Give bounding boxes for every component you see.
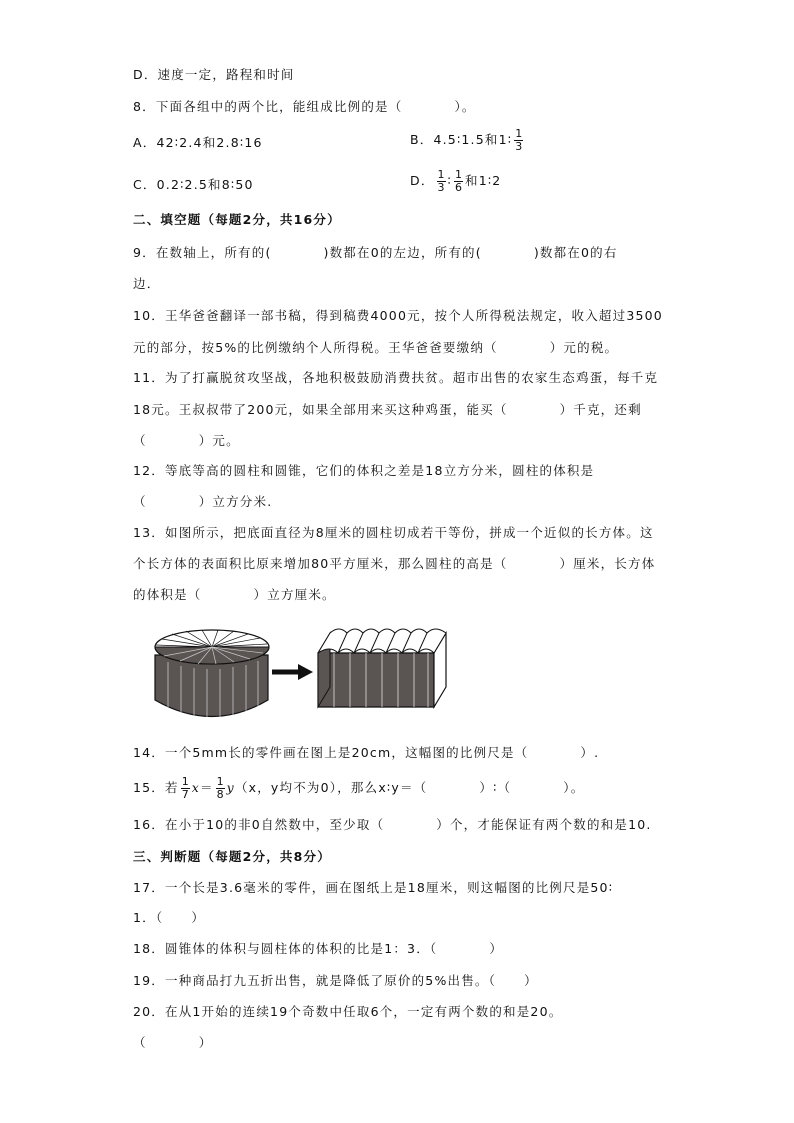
q13-line1: 13．如图所示，把底面直径为8厘米的圆柱切成若干等份，拼成一个近似的长方体。这 [133,525,654,540]
fraction-one-seventh: $\frac{1}{7}$ [181,775,189,801]
cuboid-top-scallops [318,629,446,653]
fraction-one-third: $\frac{1}{3}$ [515,127,523,153]
q8-option-b-text: B．4.5∶1.5和1∶ [410,132,513,147]
cylinder-to-cuboid-figure [150,615,460,725]
q11-line2: 18元。王叔叔带了200元，如果全部用来买这种鸡蛋，能买（ ）千克，还剩 [133,402,642,417]
q13-line3: 的体积是（ ）立方厘米。 [133,587,336,602]
q8-stem-text: 8．下面各组中的两个比，能组成比例的是（ [133,99,403,114]
q15: 15．若 $\frac{1}{7}$ x＝ $\frac{1}{8}$ y（x，y均不为0），那么x∶y＝（ ）∶（ ）。 [133,775,585,801]
q18: 18．圆锥体的体积与圆柱体的体积的比是1：3．（ ） [133,941,504,956]
q9-line1: 9．在数轴上，所有的( )数都在0的左边，所有的( )数都在0的右 [133,245,618,260]
q8-option-b [410,128,525,153]
q8-stem-end: ）。 [454,99,476,114]
q13-line2: 个长方体的表面积比原来增加80平方厘米，那么圆柱的高是（ ）厘米，长方体 [133,556,656,571]
q10-line1: 10．王华爸爸翻译一部书稿，得到稿费4000元，按个人所得税法规定，收入超过3500 [133,308,663,323]
q8-option-d-suffix: 和1∶2 [465,173,502,188]
q8-option-a: A．42∶2.4和2.8∶16 [133,135,263,150]
q9-line2: 边． [133,276,161,291]
q14: 14．一个5mm长的零件画在图上是20cm，这幅图的比例尺是（ ）. [133,745,600,760]
q8-stem [133,98,476,116]
cuboid-front [318,653,434,707]
ratio-colon: ∶ [447,173,452,188]
q20-line1: 20．在从1开始的连续19个奇数中任取6个，一定有两个数的和是20。 [133,1004,563,1019]
q19: 19．一种商品打九五折出售，就是降低了原价的5%出售。（ ） [133,973,538,988]
q8-option-d-label: D． [410,173,435,188]
q8-option-d [410,169,501,194]
q17-line2: 1．（ ） [133,910,206,925]
q12-line2: （ ）立方分米. [133,494,273,509]
fraction-one-eighth: $\frac{1}{8}$ [216,775,224,801]
q20-line2: （ ） [133,1035,213,1050]
q10-line2: 元的部分，按5%的比例缴纳个人所得税。王华爸爸要缴纳（ ）元的税。 [133,340,619,355]
q7-option-d: D．速度一定，路程和时间 [133,67,295,82]
q17-line1: 17．一个长是3.6毫米的零件，画在图纸上是18厘米，则这幅图的比例尺是50∶ [133,880,614,895]
fraction-one-third: $\frac{1}{3}$ [437,168,445,194]
q11-line3: （ ）元。 [133,433,240,448]
section-judge-title: 三、判断题（每题2分，共8分） [133,849,331,864]
section-fill-in-title: 二、填空题（每题2分，共16分） [133,212,341,227]
fraction-one-sixth: $\frac{1}{6}$ [455,168,462,194]
q16: 16．在小于10的非0自然数中，至少取（ ）个，才能保证有两个数的和是10. [133,817,652,832]
q8-option-c: C．0.2∶2.5和8∶50 [133,177,254,192]
arrow-head-icon [298,664,313,680]
q12-line1: 12．等底等高的圆柱和圆锥，它们的体积之差是18立方分米，圆柱的体积是 [133,463,595,478]
q11-line1: 11．为了打赢脱贫攻坚战，各地积极鼓励消费扶贫。超市出售的农家生态鸡蛋，每千克 [133,370,659,385]
